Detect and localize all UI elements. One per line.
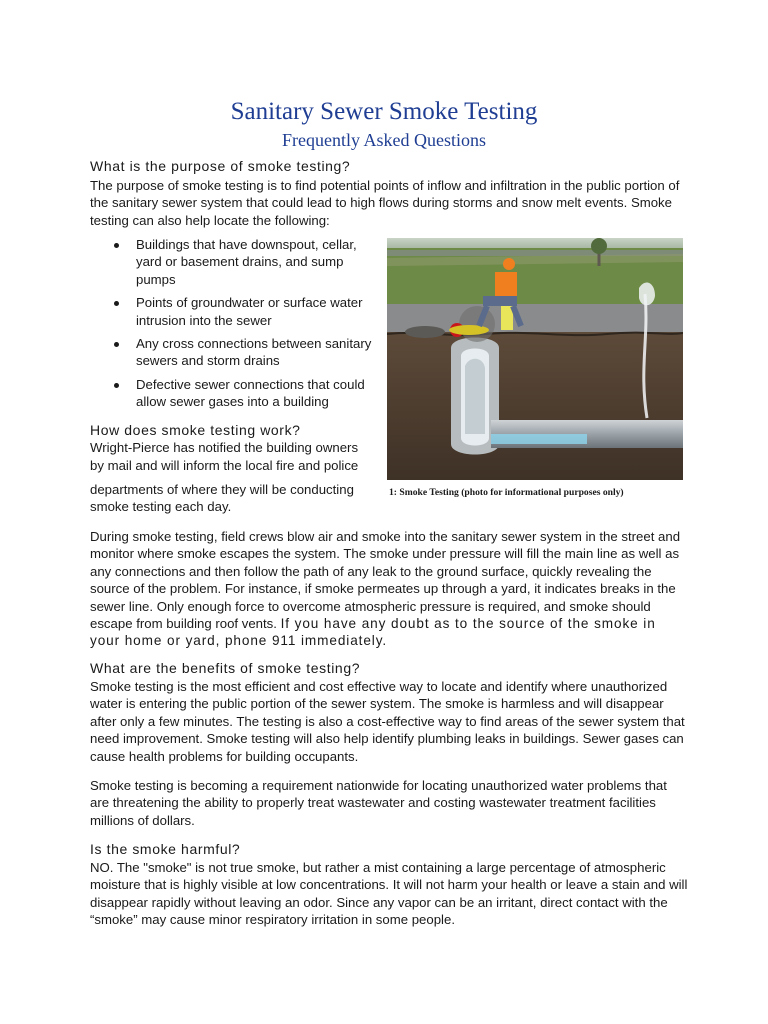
smoke-testing-illustration <box>387 238 683 480</box>
emergency-notice: If you have any doubt as to the source of the smoke in your home or yard, phone 911 immediately. <box>90 616 656 649</box>
figure-caption: 1: Smoke Testing (photo for informational purposes only) <box>389 487 624 498</box>
bullet-icon <box>114 243 119 248</box>
paragraph-purpose: The purpose of smoke testing is to find potential points of inflow and infiltration in the public portion of the sanitary sewer system that could lead to high flows during storms and snow melt events. Smoke testing can also help locate the following: <box>90 178 680 228</box>
list-item <box>108 376 380 411</box>
list-item <box>108 335 380 370</box>
heading-how: How does smoke testing work? <box>90 422 301 438</box>
paragraph-how-cont: departments of where they will be conducting smoke testing each day. <box>90 482 354 515</box>
paragraph-benefits: Smoke testing is the most efficient and cost effective way to locate and identify where unauthorized water is entering the public portion of the sewer system. The smoke is harmless and will disappear after only a few minutes. The testing is also a cost-effective way to find areas of the sewer system that need improvement. Smoke testing will also help identify plumbing leaks in buildings. Sewer gases can cause health problems for building occupants. <box>90 679 685 764</box>
bullet-text: Any cross connections between sanitary sewers and storm drains <box>136 336 372 369</box>
bullet-icon <box>114 342 119 347</box>
document-subtitle: Frequently Asked Questions <box>282 130 486 150</box>
smoke-testing-photo <box>387 238 683 480</box>
heading-purpose: What is the purpose of smoke testing? <box>90 158 351 174</box>
heading-harmful: Is the smoke harmful? <box>90 841 241 857</box>
bullet-text: Buildings that have downspout, cellar, yard or basement drains, and sump pumps <box>136 237 357 287</box>
paragraph-how-line2: by mail and will inform the local fire and police <box>90 458 359 473</box>
document-title: Sanitary Sewer Smoke Testing <box>230 98 538 125</box>
bullet-text: Defective sewer connections that could allow sewer gases into a building <box>136 376 365 410</box>
paragraph-how-line1: Wright-Pierce has notified the building owners <box>90 440 359 455</box>
bullet-icon <box>114 383 119 388</box>
bullet-list <box>108 236 380 417</box>
heading-benefits: What are the benefits of smoke testing? <box>90 660 361 676</box>
paragraph-harmful: NO. The "smoke" is not true smoke, but rather a mist containing a large percentage of atmospheric moisture that is highly visible at low concentrations. It will not harm your health or leave a stain and will disappear rapidly without leaving an odor. Since any vapor can be an irritant, direct contact with the “smoke” may cause minor respiratory irritation in some people. <box>90 860 688 928</box>
paragraph-benefits-2: Smoke testing is becoming a requirement nationwide for locating unauthorized water problems that are threatening the ability to properly treat wastewater and costing wastewater treatment facilities millions of dollars. <box>90 778 667 828</box>
bullet-icon <box>114 301 119 306</box>
list-item <box>108 294 380 329</box>
paragraph-how-detail-text: During smoke testing, field crews blow air and smoke into the sanitary sewer system in the street and monitor where smoke escapes the system. The smoke under pressure will fill the main line as well as any connections and then follow the path of any leak to the ground surface, quickly revealing the source of the problem. For instance, if smoke permeates up through a yard, it indicates breaks in the sewer line. Only enough force to overcome atmospheric pressure is required, and smoke should escape from building roof vents. <box>90 529 681 632</box>
list-item <box>108 236 380 288</box>
paragraph-how-detail <box>90 528 688 650</box>
bullet-text: Points of groundwater or surface water intrusion into the sewer <box>136 295 363 328</box>
